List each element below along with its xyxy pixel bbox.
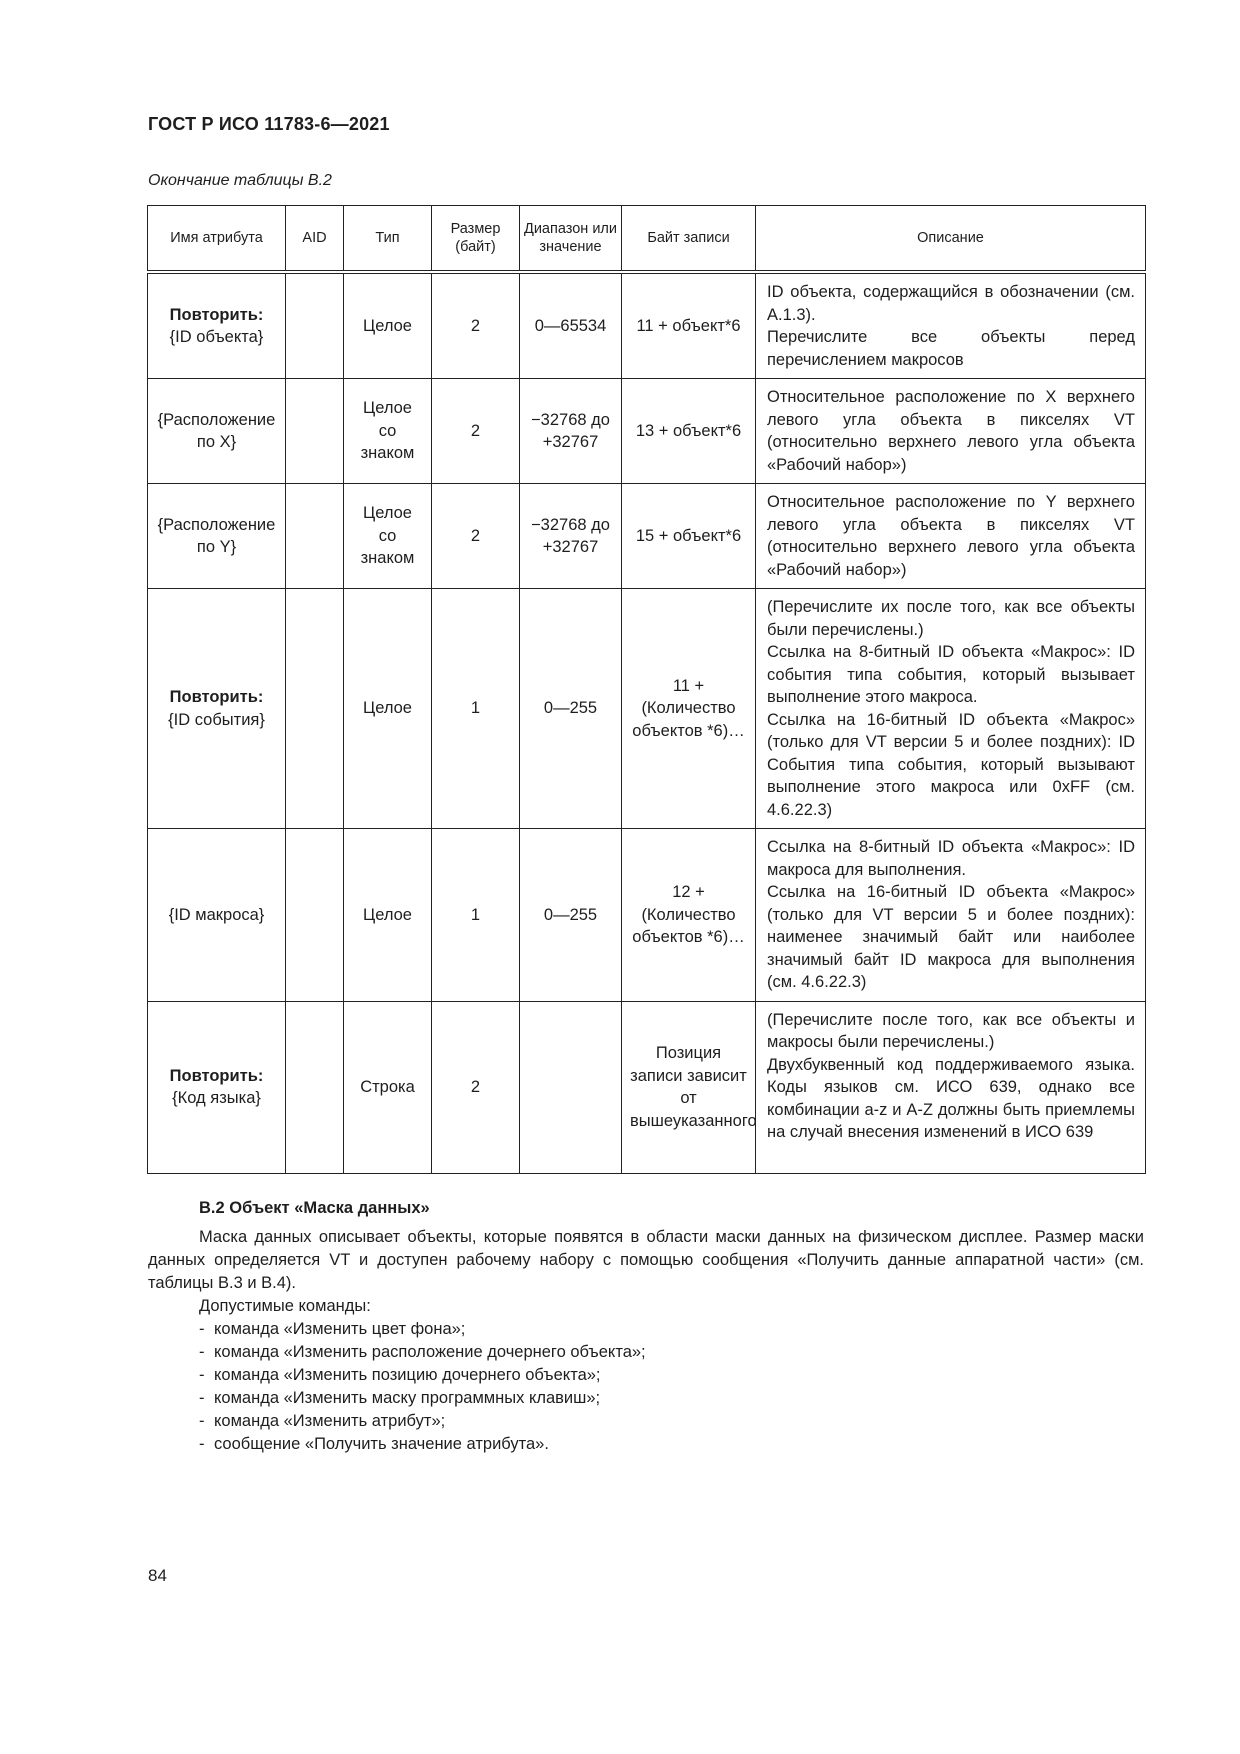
- size-cell: 1: [432, 589, 520, 829]
- size-cell: 2: [432, 484, 520, 589]
- column-header: AID: [286, 206, 344, 273]
- type-cell: Целое: [344, 829, 432, 1002]
- record-byte-cell: 15 + объект*6: [622, 484, 756, 589]
- description-cell: [756, 1001, 1146, 1173]
- attribute-name-cell: [148, 272, 286, 379]
- document-header: ГОСТ Р ИСО 11783-6—2021: [148, 114, 390, 134]
- aid-cell: [286, 484, 344, 589]
- table-row: [148, 379, 1146, 484]
- type-cell: Целое: [344, 272, 432, 379]
- record-byte-cell: 12 + (Количество объектов *6)…: [622, 829, 756, 1002]
- type-cell: Строка: [344, 1001, 432, 1173]
- size-cell: 2: [432, 379, 520, 484]
- description-text: Перечислите все объекты перед перечислением макросов: [767, 328, 1135, 369]
- range-cell: 0—65534: [520, 272, 622, 379]
- column-header: Байт записи: [622, 206, 756, 273]
- repeat-label: Повторить:: [169, 1066, 264, 1085]
- aid-cell: [286, 829, 344, 1002]
- range-cell: −32768 до +32767: [520, 379, 622, 484]
- description-cell: [756, 589, 1146, 829]
- column-header: Описание: [756, 206, 1146, 273]
- attribute-name: {ID события}: [168, 710, 265, 729]
- attributes-table: [147, 205, 1146, 1174]
- description-text: Ссылка на 16-битный ID объекта «Макрос» (только для VT версии 5 и более поздних): ID События типа события, который вызывают выполнение этого макроса или 0xFF (см. 4.6.22.3): [767, 710, 1135, 819]
- list-item: - команда «Изменить расположение дочернего объекта»;: [199, 1343, 646, 1361]
- table-row: [148, 484, 1146, 589]
- table-row: [148, 1001, 1146, 1173]
- table-header-row: [148, 206, 1146, 273]
- table-row: [148, 829, 1146, 1002]
- command-text: команда «Изменить цвет фона»;: [214, 1320, 466, 1338]
- list-item: - команда «Изменить маску программных клавиш»;: [199, 1389, 601, 1407]
- repeat-label: Повторить:: [169, 688, 264, 706]
- description-text: Ссылка на 8-битный ID объекта «Макрос»: ID макроса для выполнения.: [767, 838, 1135, 879]
- description-text: (Перечислите их после того, как все объекты были перечислены.): [767, 598, 1135, 639]
- attribute-name-cell: {Расположение по X}: [148, 379, 286, 484]
- commands-list: [148, 1318, 1144, 1456]
- attribute-name-cell: [148, 589, 286, 829]
- description-cell: [756, 272, 1146, 379]
- description-text: Двухбуквенный код поддерживаемого языка. Коды языков см. ИСО 639, однако все комбинации a-z и A-Z должны быть приемлемы на случай внесения изменений в ИСО 639: [767, 1055, 1135, 1141]
- list-item: - команда «Изменить позицию дочернего объекта»;: [199, 1366, 601, 1384]
- range-cell: 0—255: [520, 589, 622, 829]
- description-cell: [756, 379, 1146, 484]
- description-text: Ссылка на 8-битный ID объекта «Макрос»: ID события типа события, который вызывает выполнение этого макроса.: [767, 643, 1135, 706]
- range-cell: −32768 до +32767: [520, 484, 622, 589]
- description-text: Относительное расположение по X верхнего левого угла объекта в пикселях VT (относительно верхнего левого угла объекта «Рабочий набор»): [767, 388, 1135, 474]
- table-caption: Окончание таблицы В.2: [148, 172, 332, 189]
- aid-cell: [286, 1001, 344, 1173]
- section-paragraph: Маска данных описывает объекты, которые появятся в области маски данных на физическом дисплее. Размер маски данных определяется VT и доступен рабочему набору с помощью сообщения «Получить данные аппаратной части» (см. таблицы В.3 и В.4).: [148, 1228, 1144, 1292]
- aid-cell: [286, 272, 344, 379]
- type-cell: Целое со знаком: [344, 484, 432, 589]
- list-item: - сообщение «Получить значение атрибута».: [199, 1435, 549, 1453]
- table-row: [148, 272, 1146, 379]
- column-header: Размер (байт): [432, 206, 520, 273]
- type-cell: Целое со знаком: [344, 379, 432, 484]
- aid-cell: [286, 379, 344, 484]
- description-text: (Перечислите после того, как все объекты и макросы были перечислены.): [767, 1010, 1135, 1051]
- size-cell: 2: [432, 272, 520, 379]
- description-text: ID объекта, содержащийся в обозначении (см. А.1.3).: [767, 283, 1135, 324]
- section-title: В.2 Объект «Маска данных»: [199, 1199, 430, 1217]
- attribute-name-cell: {Расположение по Y}: [148, 484, 286, 589]
- page-number: 84: [148, 1566, 167, 1585]
- range-cell: [520, 1001, 622, 1173]
- column-header: Тип: [344, 206, 432, 273]
- allowed-commands-label: Допустимые команды:: [199, 1297, 371, 1315]
- table-row: [148, 589, 1146, 829]
- command-text: команда «Изменить маску программных клавиш»;: [214, 1389, 601, 1407]
- attribute-name-cell: {ID макроса}: [148, 829, 286, 1002]
- record-byte-cell: 11 + объект*6: [622, 272, 756, 379]
- record-byte-cell: Позиция записи зависит от вышеуказанного: [622, 1001, 756, 1173]
- record-byte-cell: 11 + (Количество объектов *6)…: [622, 589, 756, 829]
- column-header: Имя атрибута: [148, 206, 286, 273]
- size-cell: 2: [432, 1001, 520, 1173]
- range-cell: 0—255: [520, 829, 622, 1002]
- attribute-name-cell: [148, 1001, 286, 1173]
- command-text: команда «Изменить расположение дочернего объекта»;: [214, 1343, 646, 1361]
- description-cell: [756, 484, 1146, 589]
- aid-cell: [286, 589, 344, 829]
- repeat-label: Повторить:: [169, 305, 264, 324]
- attribute-name: {ID объекта}: [169, 328, 264, 346]
- record-byte-cell: 13 + объект*6: [622, 379, 756, 484]
- column-header: Диапазон или значение: [520, 206, 622, 273]
- type-cell: Целое: [344, 589, 432, 829]
- command-text: команда «Изменить позицию дочернего объекта»;: [214, 1366, 601, 1384]
- list-item: - команда «Изменить атрибут»;: [199, 1412, 446, 1430]
- list-item: - команда «Изменить цвет фона»;: [199, 1320, 466, 1338]
- description-cell: [756, 829, 1146, 1002]
- size-cell: 1: [432, 829, 520, 1002]
- section-data-mask: [148, 1197, 1144, 1456]
- command-text: команда «Изменить атрибут»;: [214, 1412, 446, 1430]
- description-text: Ссылка на 16-битный ID объекта «Макрос» (только для VT версии 5 и более поздних): наименее значимый байт или наиболее значимый байт ID макроса для выполнения (см. 4.6.22.3): [767, 883, 1135, 991]
- description-text: Относительное расположение по Y верхнего левого угла объекта в пикселях VT (относительно верхнего левого угла объекта «Рабочий набор»): [767, 493, 1135, 579]
- command-text: сообщение «Получить значение атрибута».: [214, 1435, 549, 1453]
- attribute-name: {Код языка}: [172, 1089, 261, 1107]
